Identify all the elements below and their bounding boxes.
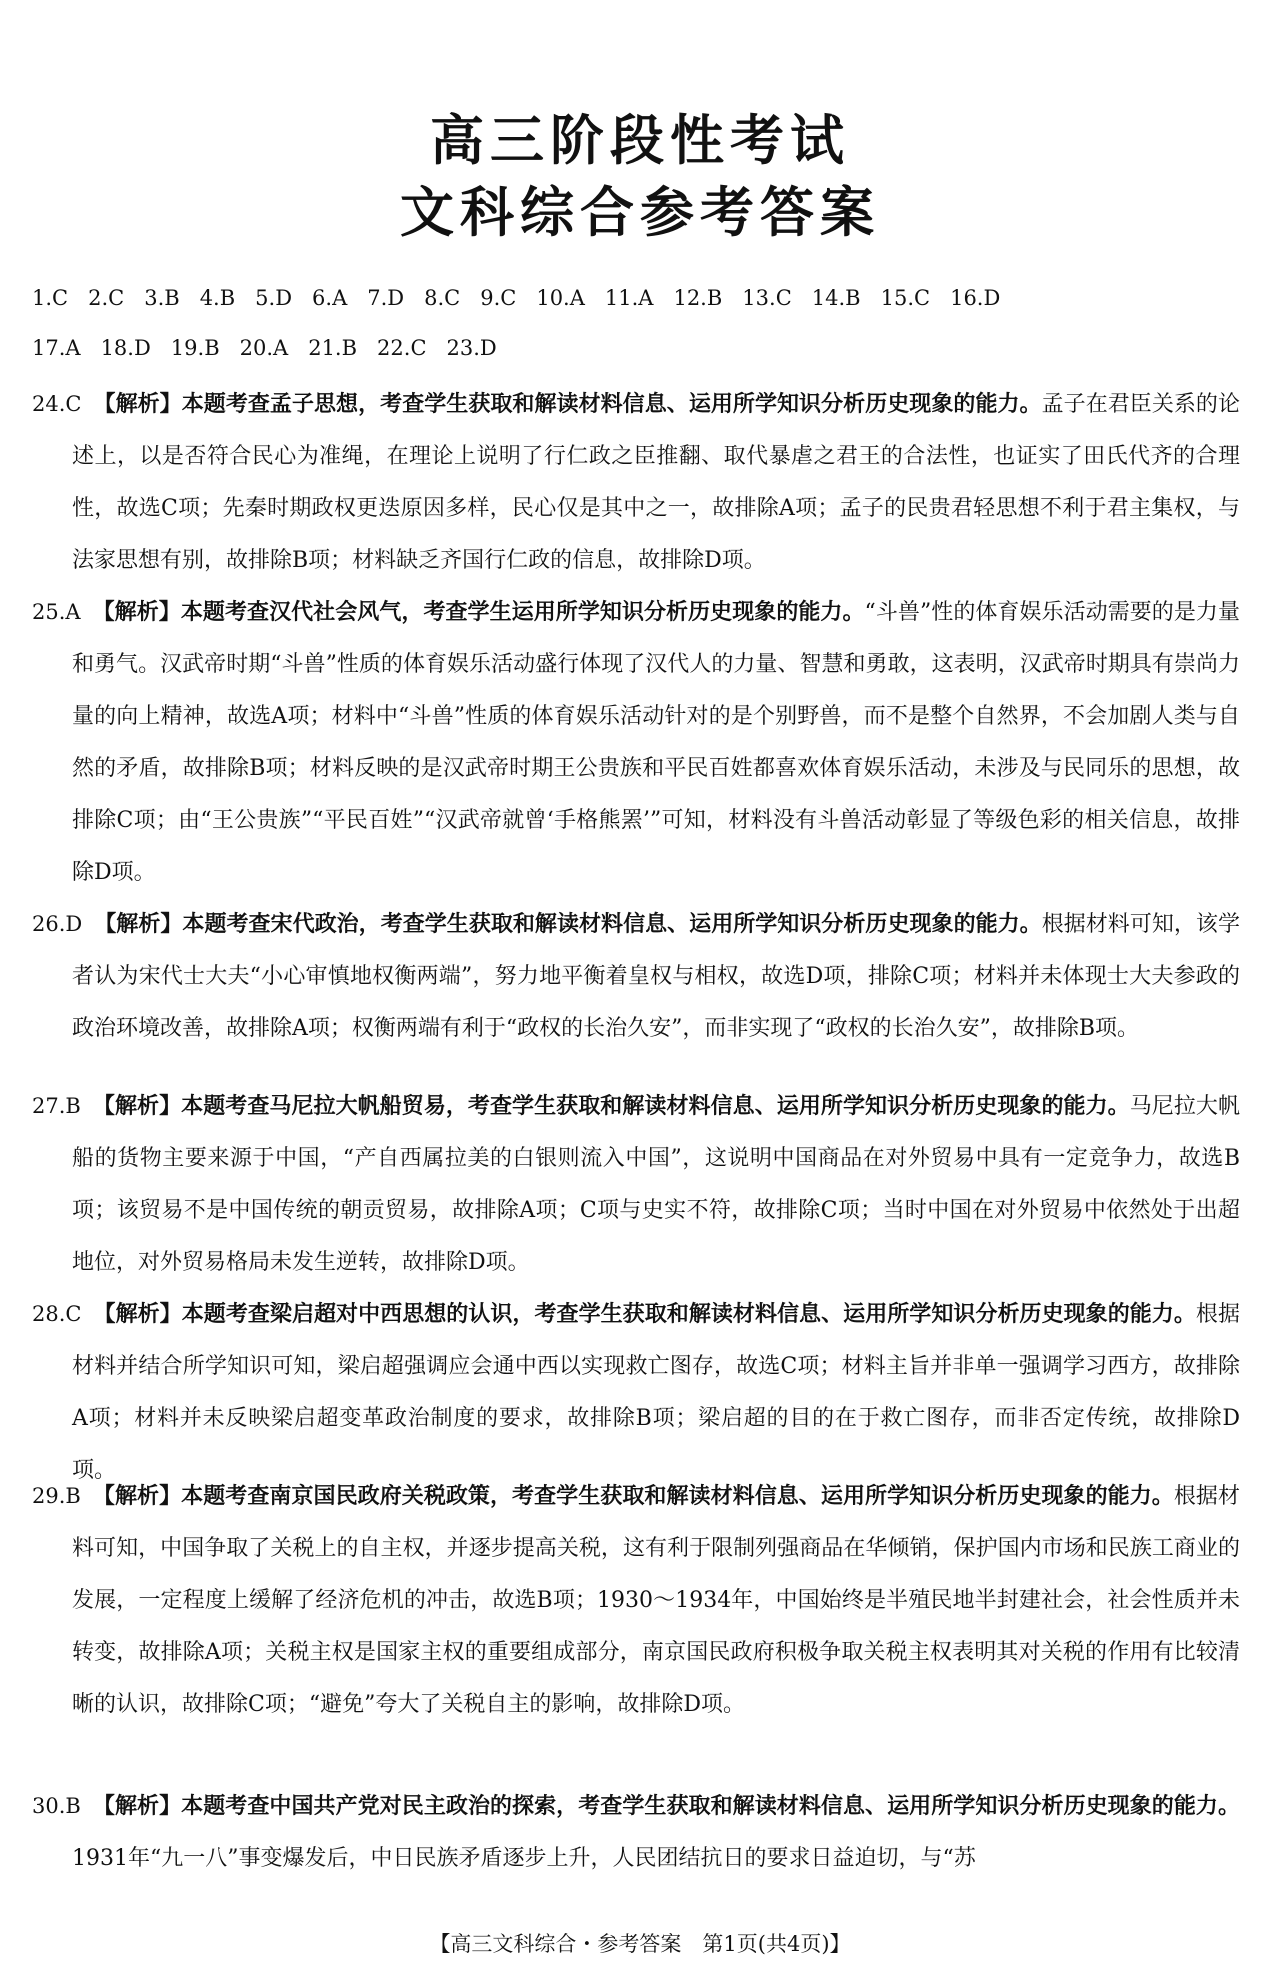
answer-item: 19.B — [170, 336, 220, 360]
question-lead: 本题考查马尼拉大帆船贸易，考查学生获取和解读材料信息、运用所学知识分析历史现象的能力。 — [181, 1094, 1130, 1119]
question-lead: 本题考查南京国民政府关税政策，考查学生获取和解读材料信息、运用所学知识分析历史现象的能力。 — [181, 1484, 1174, 1509]
page-subtitle: 文科综合参考答案 — [400, 181, 880, 244]
answer-item: 18.D — [100, 336, 151, 360]
answer-item: 12.B — [673, 286, 723, 310]
answer-item: 1.C — [32, 286, 69, 310]
answer-item: 22.C — [377, 336, 427, 360]
question-body: 根据材料可知，该学者认为宋代士大夫“小心审慎地权衡两端”，努力地平衡着皇权与相权，故选D项，排除C项；材料并未体现士大夫参政的政治环境改善，故排除A项；权衡两端有利于“政权的长治久安”，而非实现了“政权的长治久安”，故排除B项。 — [72, 912, 1240, 1041]
question-number: 29.B — [32, 1484, 81, 1508]
answer-item: 5.D — [255, 286, 293, 310]
question-lead: 本题考查宋代政治，考查学生获取和解读材料信息、运用所学知识分析历史现象的能力。 — [182, 912, 1042, 937]
answer-item: 20.A — [239, 336, 289, 360]
answer-item: 11.A — [604, 286, 654, 310]
question-number: 28.C — [32, 1302, 82, 1326]
answer-item: 9.C — [480, 286, 517, 310]
answer-item: 6.A — [312, 286, 348, 310]
answers-row-1 — [32, 286, 1252, 310]
question-number: 25.A — [32, 600, 81, 624]
question-number: 26.D — [32, 912, 83, 936]
analysis-tag: 【解析】 — [93, 1302, 182, 1327]
page-title: 高三阶段性考试 — [430, 109, 850, 172]
answer-item: 3.B — [144, 286, 180, 310]
answer-item: 14.B — [811, 286, 861, 310]
question-lead: 本题考查孟子思想，考查学生获取和解读材料信息、运用所学知识分析历史现象的能力。 — [181, 392, 1042, 417]
question-27 — [32, 1080, 1240, 1289]
analysis-tag: 【解析】 — [92, 1484, 182, 1509]
question-body: 根据材料可知，中国争取了关税上的自主权，并逐步提高关税，这有利于限制列强商品在华倾销，保护国内市场和民族工商业的发展，一定程度上缓解了经济危机的冲击，故选B项；1930～1934年，中国始终是半殖民地半封建社会，社会性质并未转变，故排除A项；关税主权是国家主权的重要组成部分，南京国民政府积极争取关税主权表明其对关税的作用有比较清晰的认识，故排除C项；“避免”夸大了关税自主的影响，故排除D项。 — [72, 1484, 1240, 1717]
question-body: 1931年“九一八”事变爆发后，中日民族矛盾逐步上升，人民团结抗日的要求日益迫切，与“苏 — [72, 1846, 976, 1871]
answer-item: 15.C — [880, 286, 931, 310]
question-lead: 本题考查中国共产党对民主政治的探索，考查学生获取和解读材料信息、运用所学知识分析历史现象的能力。 — [181, 1794, 1240, 1819]
question-24 — [32, 378, 1240, 587]
answer-item: 7.D — [367, 286, 405, 310]
answer-item: 21.B — [308, 336, 358, 360]
page-footer: 【高三文科综合・参考答案 第1页(共4页)】 — [429, 1932, 851, 1956]
analysis-tag: 【解析】 — [92, 1794, 182, 1819]
question-lead: 本题考查汉代社会风气，考查学生运用所学知识分析历史现象的能力。 — [180, 600, 865, 625]
question-28 — [32, 1288, 1240, 1497]
answer-item: 17.A — [32, 336, 81, 360]
question-body: 孟子在君臣关系的论述上，以是否符合民心为准绳，在理论上说明了行仁政之臣推翻、取代暴虐之君王的合法性，也证实了田氏代齐的合理性，故选C项；先秦时期政权更迭原因多样，民心仅是其中之一，故排除A项；孟子的民贵君轻思想不利于君主集权，与法家思想有别，故排除B项；材料缺乏齐国行仁政的信息，故排除D项。 — [72, 392, 1240, 573]
analysis-tag: 【解析】 — [94, 912, 183, 937]
question-25 — [32, 586, 1240, 899]
answer-item: 13.C — [742, 286, 792, 310]
question-number: 24.C — [32, 392, 82, 416]
answers-row-2 — [32, 336, 1252, 360]
answer-item: 4.B — [199, 286, 236, 310]
analysis-tag: 【解析】 — [93, 392, 182, 417]
question-29 — [32, 1470, 1240, 1731]
answer-item: 2.C — [88, 286, 125, 310]
question-body: 马尼拉大帆船的货物主要来源于中国，“产自西属拉美的白银则流入中国”，这说明中国商品在对外贸易中具有一定竞争力，故选B项；该贸易不是中国传统的朝贡贸易，故排除A项；C项与史实不符，故排除C项；当时中国在对外贸易中依然处于出超地位，对外贸易格局未发生逆转，故排除D项。 — [72, 1094, 1240, 1275]
question-body: 根据材料并结合所学知识可知，梁启超强调应会通中西以实现救亡图存，故选C项；材料主旨并非单一强调学习西方，故排除A项；材料并未反映梁启超变革政治制度的要求，故排除B项；梁启超的目的在于救亡图存，而非否定传统，故排除D项。 — [72, 1302, 1240, 1483]
answer-item: 16.D — [950, 286, 1001, 310]
question-26 — [32, 898, 1240, 1055]
question-lead: 本题考查梁启超对中西思想的认识，考查学生获取和解读材料信息、运用所学知识分析历史现象的能力。 — [181, 1302, 1196, 1327]
answer-item: 8.C — [424, 286, 461, 310]
analysis-tag: 【解析】 — [92, 1094, 182, 1119]
answer-item: 23.D — [446, 336, 497, 360]
answer-item: 10.A — [536, 286, 585, 310]
question-body: “斗兽”性的体育娱乐活动需要的是力量和勇气。汉武帝时期“斗兽”性质的体育娱乐活动盛行体现了汉代人的力量、智慧和勇敢，这表明，汉武帝时期具有崇尚力量的向上精神，故选A项；材料中“斗兽”性质的体育娱乐活动针对的是个别野兽，而不是整个自然界，不会加剧人类与自然的矛盾，故排除B项；材料反映的是汉武帝时期王公贵族和平民百姓都喜欢体育娱乐活动，未涉及与民同乐的思想，故排除C项；由“王公贵族”“平民百姓”“汉武帝就曾‘手格熊罴’”可知，材料没有斗兽活动彰显了等级色彩的相关信息，故排除D项。 — [72, 600, 1240, 885]
question-30 — [32, 1780, 1240, 1885]
analysis-tag: 【解析】 — [92, 600, 181, 625]
question-number: 27.B — [32, 1094, 81, 1118]
question-number: 30.B — [32, 1794, 81, 1818]
